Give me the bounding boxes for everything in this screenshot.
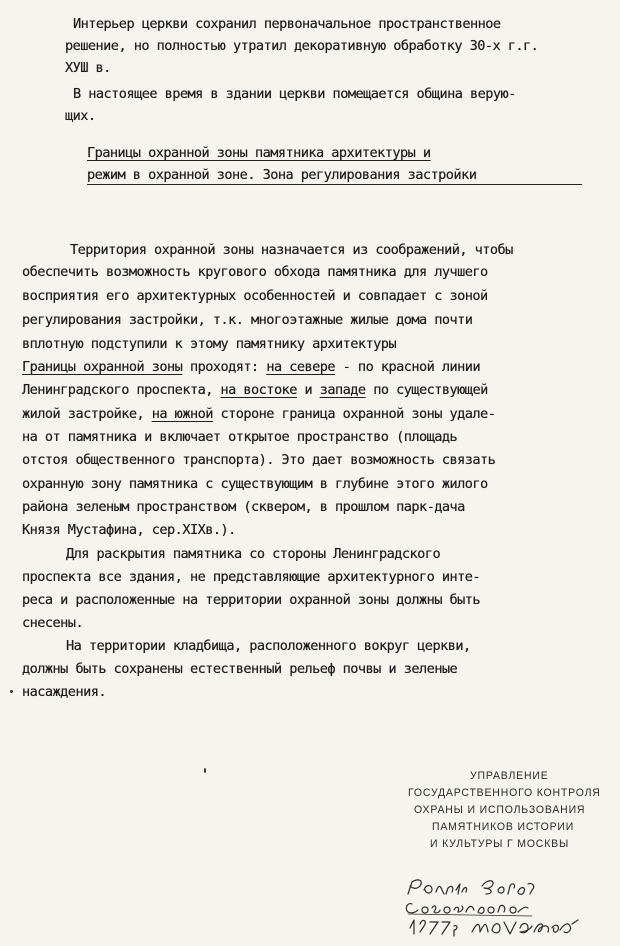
intro-line: щих. <box>65 108 96 124</box>
body-line: реса и расположенные на территории охранной зоны должны быть <box>22 592 481 608</box>
underlined-phrase: на севере <box>266 359 336 375</box>
body-line: На территории кладбища, расположенного вокруг церкви, <box>66 638 471 654</box>
heading-underline <box>87 184 582 185</box>
underlined-phrase: на южной <box>151 406 213 422</box>
intro-line: В настоящее время в здании церкви помещается община верую- <box>73 86 516 102</box>
body-line: Князя Мустафина, сер.XIXв.). <box>22 522 236 538</box>
underlined-phrase: западе <box>319 382 366 398</box>
body-line: снесены. <box>22 615 84 631</box>
ink-speck <box>10 690 13 693</box>
intro-line: Интерьер церкви сохранил первоначальное пространственное <box>73 16 501 32</box>
stamp-line: ОХРАНЫ И ИСПОЛЬЗОВАНИЯ <box>414 804 586 816</box>
body-line: Для раскрытия памятника со стороны Ленинградского <box>66 546 441 562</box>
body-line: вплотную подступили к этому памятнику архитектуры <box>22 336 397 352</box>
underlined-phrase: на востоке <box>220 382 297 398</box>
stamp-line: УПРАВЛЕНИЕ <box>470 770 549 782</box>
body-line: Ленинградского проспекта, на востоке и западе по существующей <box>22 382 488 398</box>
stamp-line: ПАМЯТНИКОВ ИСТОРИИ <box>432 821 575 833</box>
body-line: Территория охранной зоны назначается из соображений, чтобы <box>70 242 513 258</box>
handwritten-signature <box>400 862 610 942</box>
stamp-line: ГОСУДАРСТВЕННОГО КОНТРОЛЯ <box>408 787 601 799</box>
body-line: жилой застройке, на южной стороне граница охранной зоны удале- <box>22 406 496 422</box>
signature-drawing <box>400 862 610 942</box>
stamp-line: И КУЛЬТУРЫ Г МОСКВЫ <box>430 838 570 850</box>
ink-speck <box>204 768 206 773</box>
body-line: отстоя общественного транспорта). Это дает возможность связать <box>22 452 496 468</box>
body-line: Границы охранной зоны проходят: на севере - по красной линии <box>22 359 481 375</box>
section-heading-line-1: Границы охранной зоны памятника архитектуры и <box>87 145 431 161</box>
section-heading-line-2: режим в охранной зоне. Зона регулирования застройки <box>87 167 477 183</box>
body-line: должны быть сохранены естественный рельеф почвы и зеленые <box>22 661 458 677</box>
body-line: охранную зону памятника с существующим в глубине этого жилого <box>22 476 488 492</box>
body-line: на от памятника и включает открытое пространство (площадь <box>22 429 458 445</box>
body-line: обеспечить возможность кругового обхода памятника для лучшего <box>22 264 488 280</box>
intro-line: решение, но полностью утратил декоративную обработку 30-х г.г. <box>65 38 539 54</box>
body-line: района зеленым пространством (сквером, в прошлом парк-дача <box>22 499 465 515</box>
body-line: проспекта все здания, не представляющие архитектурного инте- <box>22 569 481 585</box>
body-line: регулирования застройки, т.к. многоэтажные жилые дома почти <box>22 312 473 328</box>
underlined-phrase: Границы охранной зоны <box>22 359 183 375</box>
signature-text: Копия верна Согласовано 1977 г. <box>400 862 419 863</box>
body-line: восприятия его архитектурных особенностей и совпадает с зоной <box>22 288 488 304</box>
body-line: насаждения. <box>22 684 106 700</box>
intro-line: ХУШ в. <box>65 60 111 76</box>
